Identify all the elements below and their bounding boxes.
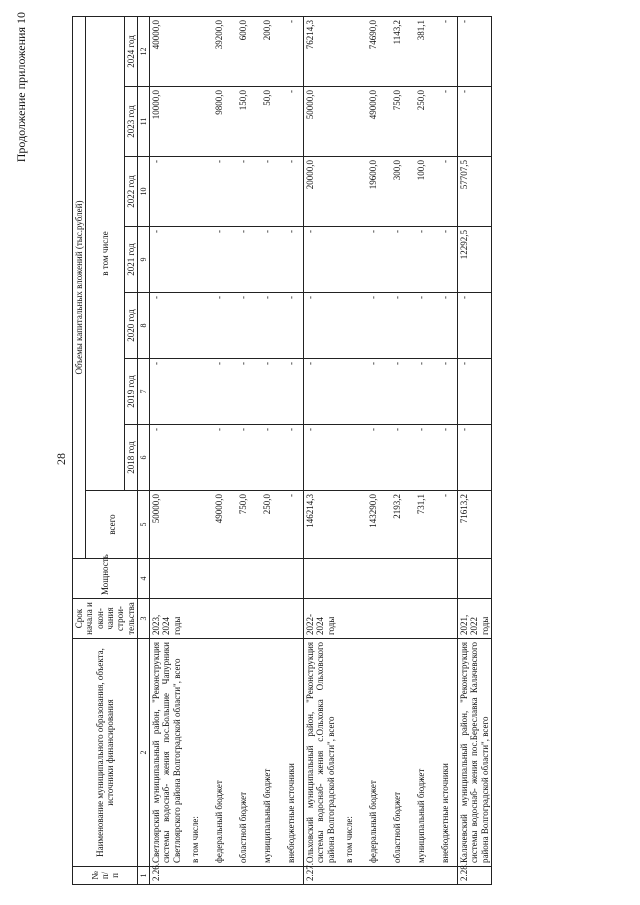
row-number xyxy=(409,867,433,885)
value-cell: - xyxy=(433,87,458,157)
value-cell: 200,0 xyxy=(255,16,279,86)
value-cell: 76214,3 xyxy=(304,16,338,86)
table-row-label xyxy=(183,16,207,884)
value-cell: 250,0 xyxy=(409,87,433,157)
value-cell: - xyxy=(150,359,184,425)
capacity-cell xyxy=(150,559,184,599)
column-number: 12 xyxy=(138,16,150,86)
value-cell: - xyxy=(279,293,304,359)
value-cell: - xyxy=(255,359,279,425)
row-number xyxy=(207,867,231,885)
value-cell: - xyxy=(361,359,385,425)
value-cell: 750,0 xyxy=(385,87,409,157)
header-year: 2018 год xyxy=(124,425,137,491)
value-cell: - xyxy=(385,425,409,491)
value-cell: - xyxy=(433,491,458,559)
value-cell: - xyxy=(207,359,231,425)
table-header xyxy=(73,16,150,884)
table-row-item xyxy=(304,16,338,884)
value-cell: - xyxy=(279,425,304,491)
funding-source: областной бюджет xyxy=(385,639,409,867)
header-year: 2023 год xyxy=(124,87,137,157)
column-number: 11 xyxy=(138,87,150,157)
row-number xyxy=(361,867,385,885)
value-cell: - xyxy=(433,425,458,491)
capacity-cell xyxy=(279,559,304,599)
value-cell: - xyxy=(458,16,492,86)
value-cell: - xyxy=(409,425,433,491)
value-cell: - xyxy=(231,359,255,425)
value-cell: 49000,0 xyxy=(207,491,231,559)
header-name: Наименование муниципального образования, объекта, источники финансирования xyxy=(73,639,138,867)
row-number xyxy=(337,867,361,885)
capacity-cell xyxy=(409,559,433,599)
capacity-cell xyxy=(337,559,361,599)
header-year: 2024 год xyxy=(124,16,137,86)
value-cell: - xyxy=(409,293,433,359)
value-cell: - xyxy=(279,16,304,86)
value-cell: - xyxy=(458,425,492,491)
value-cell: 381,1 xyxy=(409,16,433,86)
value-cell: - xyxy=(361,293,385,359)
value-cell: 40000,0 xyxy=(150,16,184,86)
capital-investments-table xyxy=(72,16,492,885)
table-row-source xyxy=(207,16,231,884)
value-cell: 150,0 xyxy=(231,87,255,157)
capacity-cell xyxy=(207,559,231,599)
value-cell xyxy=(183,16,207,86)
row-number xyxy=(231,867,255,885)
construction-period xyxy=(337,599,361,639)
value-cell: 50000,0 xyxy=(150,491,184,559)
column-number: 3 xyxy=(138,599,150,639)
object-name: Светлоярский муниципальный район, "Реконструкция системы водоснаб- жения пос.Большие Чапурники Светлоярского района Волгоградской области", всего xyxy=(150,639,184,867)
value-cell: - xyxy=(231,157,255,227)
value-cell: - xyxy=(433,293,458,359)
value-cell xyxy=(337,16,361,86)
column-number: 7 xyxy=(138,359,150,425)
value-cell: - xyxy=(385,359,409,425)
column-number: 8 xyxy=(138,293,150,359)
row-number xyxy=(279,867,304,885)
value-cell: - xyxy=(207,293,231,359)
construction-period xyxy=(361,599,385,639)
row-number xyxy=(183,867,207,885)
value-cell xyxy=(183,359,207,425)
object-name: Калачевский муниципальный район, "Реконструкция системы водоснаб- жения пос.Береславка Калачевского района Волгоградской области", всего xyxy=(458,639,492,867)
value-cell: - xyxy=(231,293,255,359)
value-cell: - xyxy=(279,87,304,157)
table-row-item xyxy=(150,16,184,884)
value-cell: 600,0 xyxy=(231,16,255,86)
construction-period: 2021, 2022 годы xyxy=(458,599,492,639)
value-cell xyxy=(337,293,361,359)
value-cell: - xyxy=(361,227,385,293)
value-cell: - xyxy=(279,491,304,559)
value-cell: - xyxy=(150,227,184,293)
value-cell xyxy=(183,87,207,157)
value-cell: 146214,3 xyxy=(304,491,338,559)
funding-source: внебюджетные источники xyxy=(433,639,458,867)
row-number: 2.26. xyxy=(150,867,184,885)
value-cell: 12292,5 xyxy=(458,227,492,293)
header-no: № п/п xyxy=(73,867,138,885)
capacity-cell xyxy=(183,559,207,599)
value-cell: - xyxy=(150,157,184,227)
value-cell: 10000,0 xyxy=(150,87,184,157)
value-cell: - xyxy=(207,227,231,293)
table-row-source xyxy=(433,16,458,884)
value-cell: 50000,0 xyxy=(304,87,338,157)
value-cell: 74690,0 xyxy=(361,16,385,86)
continuation-label: Продолжение приложения 10 xyxy=(14,12,28,163)
row-number xyxy=(255,867,279,885)
value-cell: - xyxy=(304,425,338,491)
funding-source: внебюджетные источники xyxy=(279,639,304,867)
value-cell xyxy=(337,425,361,491)
value-cell: - xyxy=(255,425,279,491)
funding-source: муниципальный бюджет xyxy=(255,639,279,867)
value-cell xyxy=(337,491,361,559)
value-cell: 143290,0 xyxy=(361,491,385,559)
value-cell: 71613,2 xyxy=(458,491,492,559)
value-cell: - xyxy=(207,157,231,227)
page-number: 28 xyxy=(54,453,68,465)
capacity-cell xyxy=(433,559,458,599)
value-cell xyxy=(337,359,361,425)
value-cell xyxy=(183,491,207,559)
header-volume: Объемы капитальных вложений (тыс.рублей) xyxy=(73,16,86,558)
value-cell: - xyxy=(304,227,338,293)
value-cell: - xyxy=(433,359,458,425)
capacity-cell xyxy=(385,559,409,599)
value-cell xyxy=(183,157,207,227)
object-name: Ольховский муниципальный район, "Реконструкция системы водоснаб- жения с.Ольховка Ольховского района Волгоградской области", всего xyxy=(304,639,338,867)
column-number: 5 xyxy=(138,491,150,559)
table-row-source xyxy=(385,16,409,884)
value-cell: 731,1 xyxy=(409,491,433,559)
value-cell: - xyxy=(385,227,409,293)
value-cell xyxy=(337,227,361,293)
construction-period xyxy=(231,599,255,639)
table-row-source xyxy=(361,16,385,884)
column-number: 4 xyxy=(138,559,150,599)
header-incl: в том числе xyxy=(86,16,124,490)
table-row-item xyxy=(458,16,492,884)
header-period: Срок начала и окон- чания строи- тельства xyxy=(73,599,138,639)
column-number: 1 xyxy=(138,867,150,885)
column-number: 9 xyxy=(138,227,150,293)
value-cell: - xyxy=(255,157,279,227)
column-number: 10 xyxy=(138,157,150,227)
value-cell: 20000,0 xyxy=(304,157,338,227)
construction-period xyxy=(207,599,231,639)
table-row-source xyxy=(255,16,279,884)
value-cell: - xyxy=(207,425,231,491)
value-cell: - xyxy=(279,359,304,425)
value-cell: 9800,0 xyxy=(207,87,231,157)
value-cell: - xyxy=(231,425,255,491)
construction-period: 2022- 2024 годы xyxy=(304,599,338,639)
value-cell: - xyxy=(409,227,433,293)
funding-source: муниципальный бюджет xyxy=(409,639,433,867)
row-number: 2.27. xyxy=(304,867,338,885)
value-cell: - xyxy=(150,425,184,491)
value-cell: - xyxy=(255,227,279,293)
capacity-cell xyxy=(255,559,279,599)
value-cell: - xyxy=(409,359,433,425)
value-cell: - xyxy=(433,16,458,86)
value-cell: 50,0 xyxy=(255,87,279,157)
construction-period: 2023, 2024 годы xyxy=(150,599,184,639)
row-number xyxy=(385,867,409,885)
funding-source: федеральный бюджет xyxy=(361,639,385,867)
construction-period xyxy=(255,599,279,639)
value-cell: - xyxy=(458,87,492,157)
incl-label: в том числе: xyxy=(337,639,361,867)
value-cell: - xyxy=(385,293,409,359)
header-capacity: Мощность xyxy=(73,559,138,599)
value-cell: 19600,0 xyxy=(361,157,385,227)
capacity-cell xyxy=(458,559,492,599)
column-number: 6 xyxy=(138,425,150,491)
value-cell: - xyxy=(304,359,338,425)
value-cell: - xyxy=(433,157,458,227)
funding-source: федеральный бюджет xyxy=(207,639,231,867)
table-body xyxy=(150,16,492,884)
value-cell xyxy=(183,227,207,293)
value-cell: 750,0 xyxy=(231,491,255,559)
table-row-source xyxy=(279,16,304,884)
incl-label: в том числе: xyxy=(183,639,207,867)
header-year: 2019 год xyxy=(124,359,137,425)
construction-period xyxy=(183,599,207,639)
row-number xyxy=(433,867,458,885)
construction-period xyxy=(409,599,433,639)
value-cell: 1143,2 xyxy=(385,16,409,86)
value-cell: 250,0 xyxy=(255,491,279,559)
value-cell: - xyxy=(433,227,458,293)
value-cell: - xyxy=(458,359,492,425)
row-number: 2.28. xyxy=(458,867,492,885)
table-row-source xyxy=(231,16,255,884)
value-cell xyxy=(183,425,207,491)
column-number: 2 xyxy=(138,639,150,867)
table-row-source xyxy=(409,16,433,884)
value-cell: - xyxy=(458,293,492,359)
funding-source: областной бюджет xyxy=(231,639,255,867)
value-cell: 57707,5 xyxy=(458,157,492,227)
value-cell: - xyxy=(304,293,338,359)
capacity-cell xyxy=(304,559,338,599)
value-cell: - xyxy=(150,293,184,359)
value-cell: - xyxy=(279,157,304,227)
header-year: 2021 год xyxy=(124,227,137,293)
capacity-cell xyxy=(361,559,385,599)
capacity-cell xyxy=(231,559,255,599)
value-cell: - xyxy=(255,293,279,359)
value-cell: 100,0 xyxy=(409,157,433,227)
header-year: 2020 год xyxy=(124,293,137,359)
construction-period xyxy=(279,599,304,639)
value-cell xyxy=(337,157,361,227)
value-cell: - xyxy=(279,227,304,293)
value-cell: - xyxy=(361,425,385,491)
value-cell: 39200,0 xyxy=(207,16,231,86)
table-row-label xyxy=(337,16,361,884)
value-cell: - xyxy=(231,227,255,293)
value-cell xyxy=(337,87,361,157)
construction-period xyxy=(385,599,409,639)
value-cell: 300,0 xyxy=(385,157,409,227)
value-cell xyxy=(183,293,207,359)
header-year: 2022 год xyxy=(124,157,137,227)
value-cell: 2193,2 xyxy=(385,491,409,559)
construction-period xyxy=(433,599,458,639)
header-total: всего xyxy=(86,491,138,559)
value-cell: 49000,0 xyxy=(361,87,385,157)
